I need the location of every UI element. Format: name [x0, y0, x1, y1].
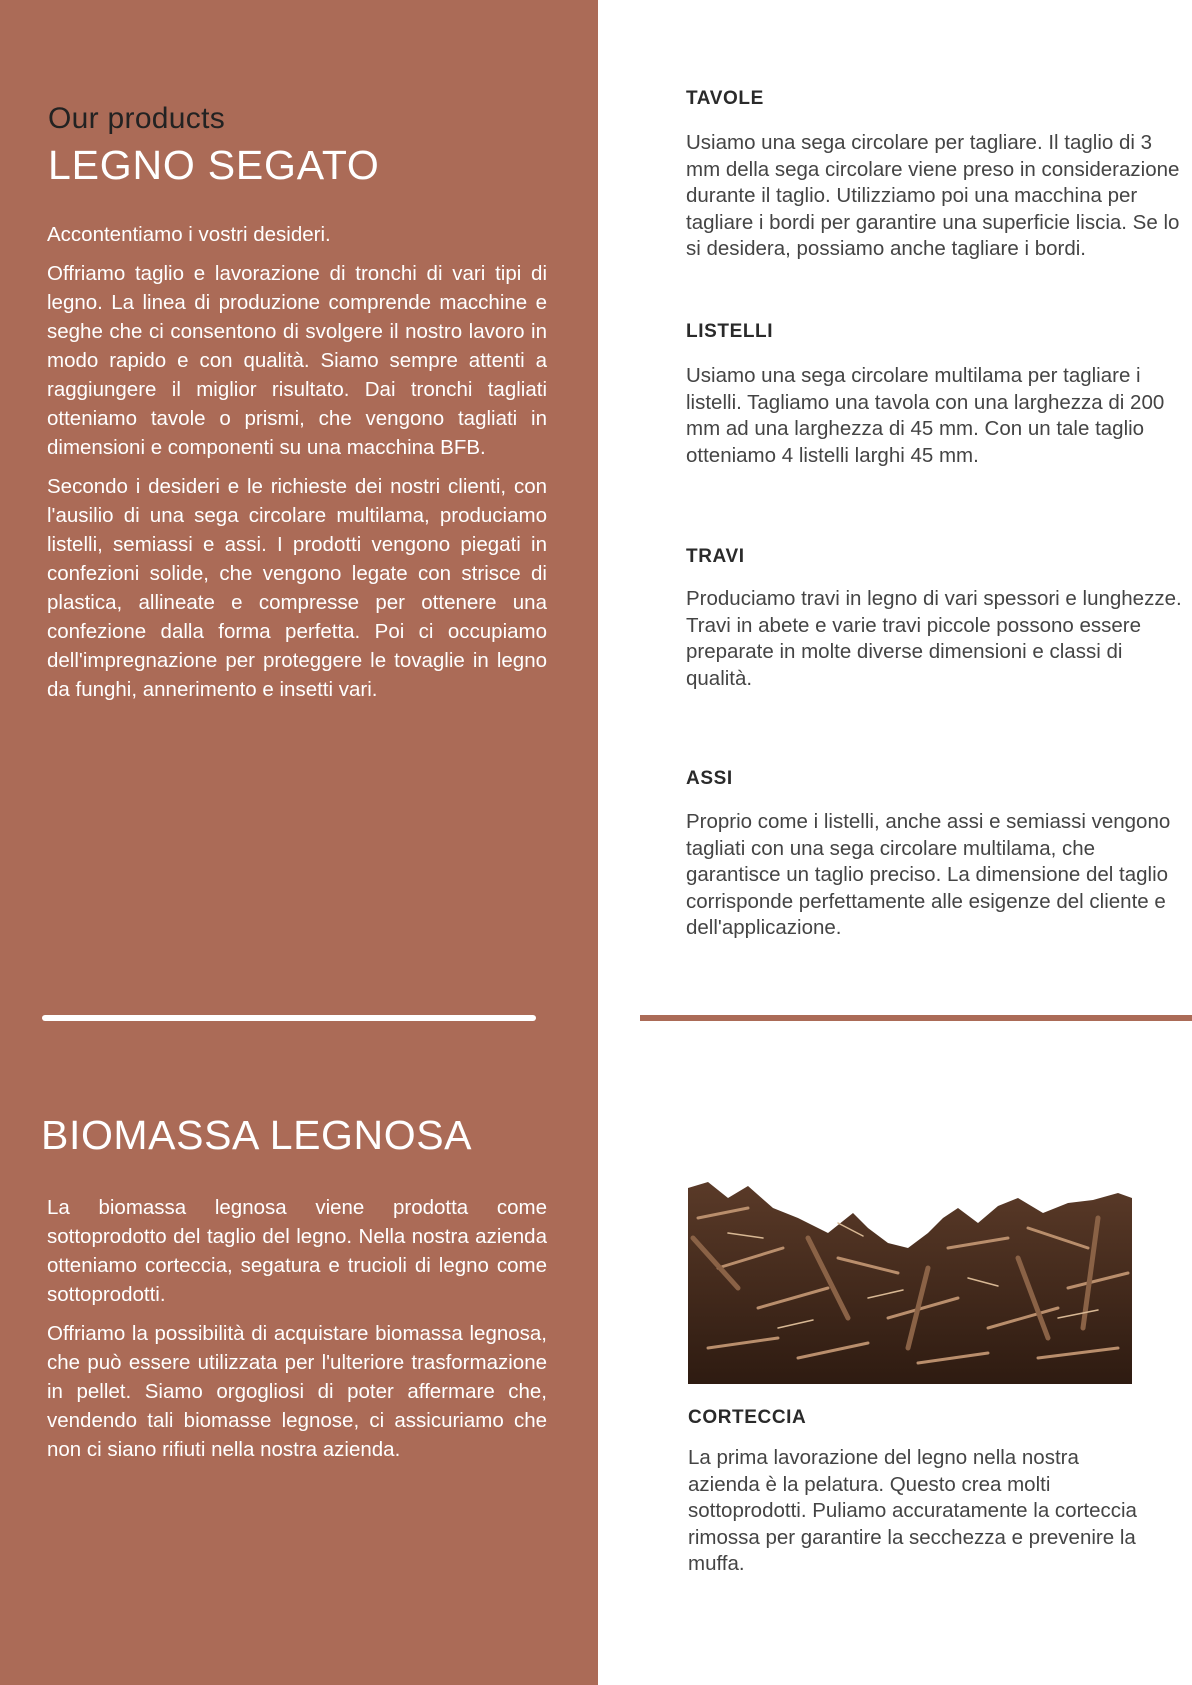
section-heading-tavole: TAVOLE — [686, 88, 764, 109]
body-paragraph: Offriamo taglio e lavorazione di tronchi di vari tipi di legno. La linea di produzione comprende macchine e seghe che ci consentono di svolgere il nostro lavoro in modo rapido e con qualità. Siamo sempre attenti a raggiungere il miglior risultato. Dai tronchi tagliati otteniamo tavole o prismi, che vengono tagliati in dimensioni e componenti su una macchina BFB. — [47, 262, 547, 459]
legno-segato-text — [47, 220, 547, 714]
section-heading-listelli: LISTELLI — [686, 321, 774, 342]
bio-paragraph: La biomassa legnosa viene prodotta come sottoprodotto del taglio del legno. Nella nostra azienda otteniamo corteccia, segatura e trucioli di legno come sottoprodotti. — [47, 1196, 547, 1306]
section-text-assi: Proprio come i listelli, anche assi e semiassi vengono tagliati con una sega circolare multilama, che garantisce un taglio preciso. La dimensione del taglio corrisponde perfettamente alle esigenze del cliente e dell'applicazione. — [686, 810, 1171, 939]
intro-paragraph: Accontentiamo i vostri desideri. — [47, 223, 331, 246]
bark-photo — [688, 1178, 1132, 1384]
divider-left — [42, 1015, 536, 1021]
section-text-tavole: Usiamo una sega circolare per tagliare. Il taglio di 3 mm della sega circolare viene preso in considerazione durante il taglio. Utilizziamo poi una macchina per tagliare i bordi per garantire una superficie liscia. Se lo si desidera, possiamo anche tagliare i bordi. — [686, 131, 1180, 260]
page-title: LEGNO SEGATO — [48, 142, 380, 188]
body-paragraph: Secondo i desideri e le richieste dei nostri clienti, con l'ausilio di una sega circolare multilama, produciamo listelli, semiassi e assi. I prodotti vengono piegati in confezioni solide, che vengono legate con strisce di plastica, allineate e compresse per ottenere una confezione dalla forma perfetta. Poi ci occupiamo dell'impregnazione per proteggere le tovaglie in legno da funghi, annerimento e insetti vari. — [47, 475, 547, 701]
section-heading-assi: ASSI — [686, 768, 733, 789]
biomassa-title: BIOMASSA LEGNOSA — [41, 1112, 473, 1158]
section-heading-corteccia: CORTECCIA — [688, 1407, 807, 1428]
section-text-corteccia: La prima lavorazione del legno nella nostra azienda è la pelatura. Questo crea molti sottoprodotti. Puliamo accuratamente la corteccia rimossa per garantire la secchezza e prevenire la muffa. — [688, 1446, 1137, 1575]
page-subtitle: Our products — [48, 102, 226, 135]
biomassa-text — [47, 1193, 547, 1474]
bio-paragraph: Offriamo la possibilità di acquistare biomassa legnosa, che può essere utilizzata per l'ulteriore trasformazione in pellet. Siamo orgogliosi di poter affermare che, vendendo tali biomasse legnose, ci assicuriamo che non ci siano rifiuti nella nostra azienda. — [47, 1322, 547, 1461]
divider-right — [640, 1015, 1192, 1021]
section-text-listelli: Usiamo una sega circolare multilama per tagliare i listelli. Tagliamo una tavola con una larghezza di 200 mm ad una larghezza di 45 mm. Con un tale taglio otteniamo 4 listelli larghi 45 mm. — [686, 364, 1165, 467]
section-text-travi: Produciamo travi in legno di vari spessori e lunghezze. Travi in abete e varie travi piccole possono essere preparate in molte diverse dimensioni e classi di qualità. — [686, 587, 1182, 690]
section-heading-travi: TRAVI — [686, 546, 745, 567]
